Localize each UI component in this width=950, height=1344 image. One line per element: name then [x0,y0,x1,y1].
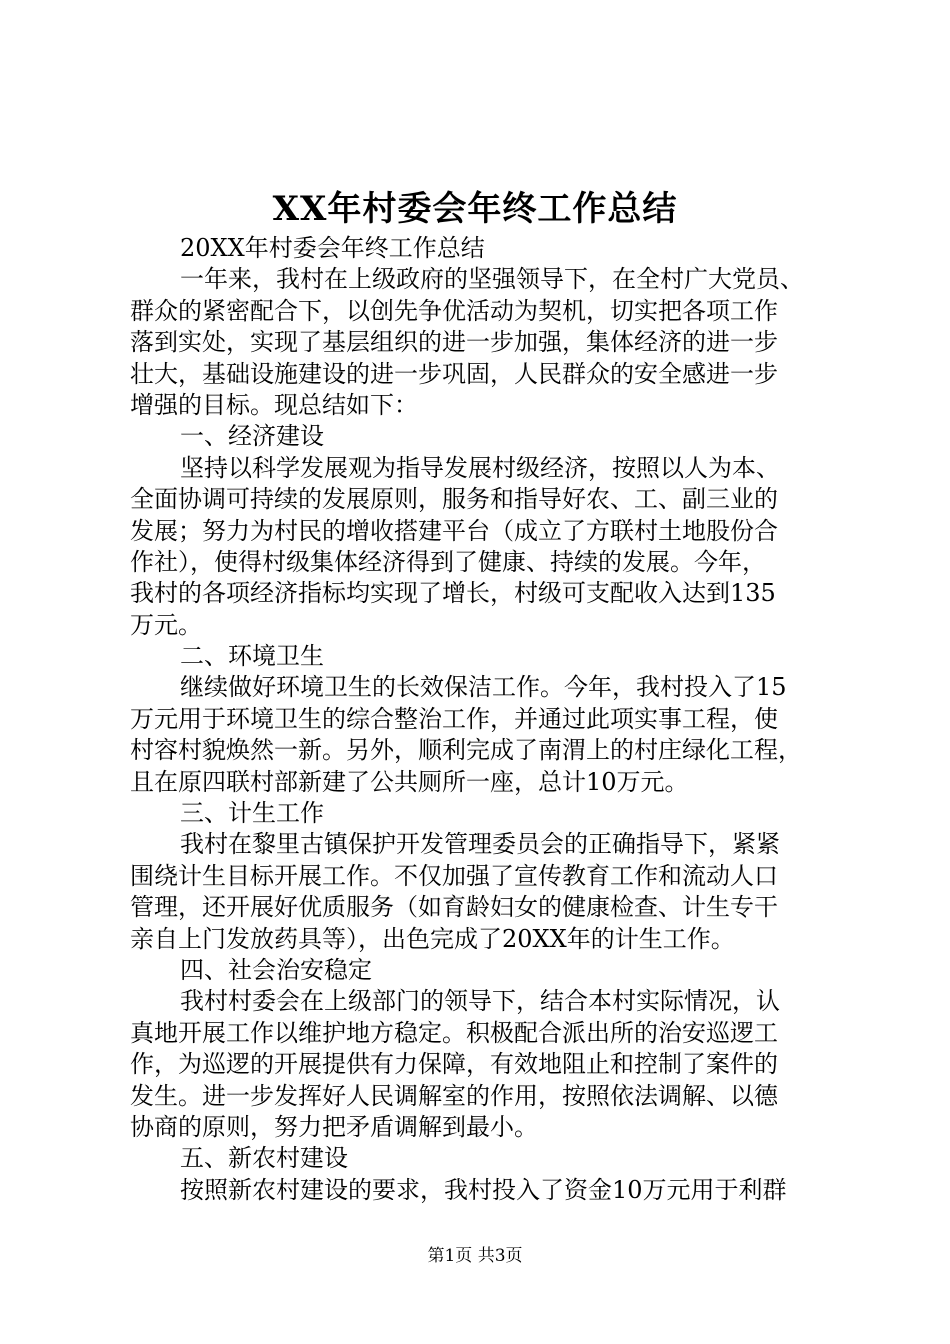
text-line: 作社），使得村级集体经济得到了健康、持续的发展。今年， [130,547,766,576]
text-line: 五、新农村建设 [180,1144,348,1173]
text-line: 真地开展工作以维护地方稳定。积极配合派出所的治安巡逻工 [130,1018,778,1047]
text-line: 全面协调可持续的发展原则，服务和指导好农、工、副三业的 [130,485,778,514]
text-line: 作，为巡逻的开展提供有力保障，有效地阻止和控制了案件的 [130,1050,778,1079]
text-line: 协商的原则，努力把矛盾调解到最小。 [130,1112,538,1141]
text-line: 我村村委会在上级部门的领导下，结合本村实际情况，认 [180,987,780,1016]
text-line: 落到实处，实现了基层组织的进一步加强，集体经济的进一步 [130,328,778,357]
text-line: 20XX年村委会年终工作总结 [180,234,485,262]
text-line: 三、计生工作 [180,799,324,828]
page-footer: 第1页 共3页 [427,1246,523,1266]
text-line: 二、环境卫生 [180,642,324,671]
text-line: 继续做好环境卫生的长效保洁工作。今年，我村投入了15 [180,673,787,702]
text-line: 亲自上门发放药具等），出色完成了20XX年的计生工作。 [130,924,735,953]
text-line: 一年来，我村在上级政府的坚强领导下，在全村广大党员、 [180,265,804,294]
text-line: 壮大，基础设施建设的进一步巩固，人民群众的安全感进一步 [130,359,778,388]
text-line: 按照新农村建设的要求，我村投入了资金10万元用于利群 [180,1175,787,1204]
text-line: 群众的紧密配合下，以创先争优活动为契机，切实把各项工作 [130,296,778,325]
text-line: 四、社会治安稳定 [180,955,372,984]
text-line: 村容村貌焕然一新。另外，顺利完成了南渭上的村庄绿化工程， [130,736,802,765]
text-line: 我村在黎里古镇保护开发管理委员会的正确指导下，紧紧 [180,830,780,859]
text-line: 一、经济建设 [180,422,324,451]
text-line: 我村的各项经济指标均实现了增长，村级可支配收入达到135 [130,579,776,608]
document-title: XX年村委会年终工作总结 [272,189,678,229]
text-line: 发展；努力为村民的增收搭建平台（成立了方联村土地股份合 [130,516,778,545]
text-line: 万元。 [130,610,202,639]
document-body [130,233,838,1206]
text-line: 万元用于环境卫生的综合整治工作，并通过此项实事工程，使 [130,704,778,733]
text-line: 且在原四联村部新建了公共厕所一座，总计10万元。 [130,767,689,796]
text-line: 围绕计生目标开展工作。不仅加强了宣传教育工作和流动人口 [130,861,778,890]
text-line: 增强的目标。现总结如下： [130,390,418,419]
text-line: 发生。进一步发挥好人民调解室的作用，按照依法调解、以德 [130,1081,778,1110]
text-line: 管理，还开展好优质服务（如育龄妇女的健康检查、计生专干 [130,893,778,922]
text-line: 坚持以科学发展观为指导发展村级经济，按照以人为本、 [180,453,780,482]
